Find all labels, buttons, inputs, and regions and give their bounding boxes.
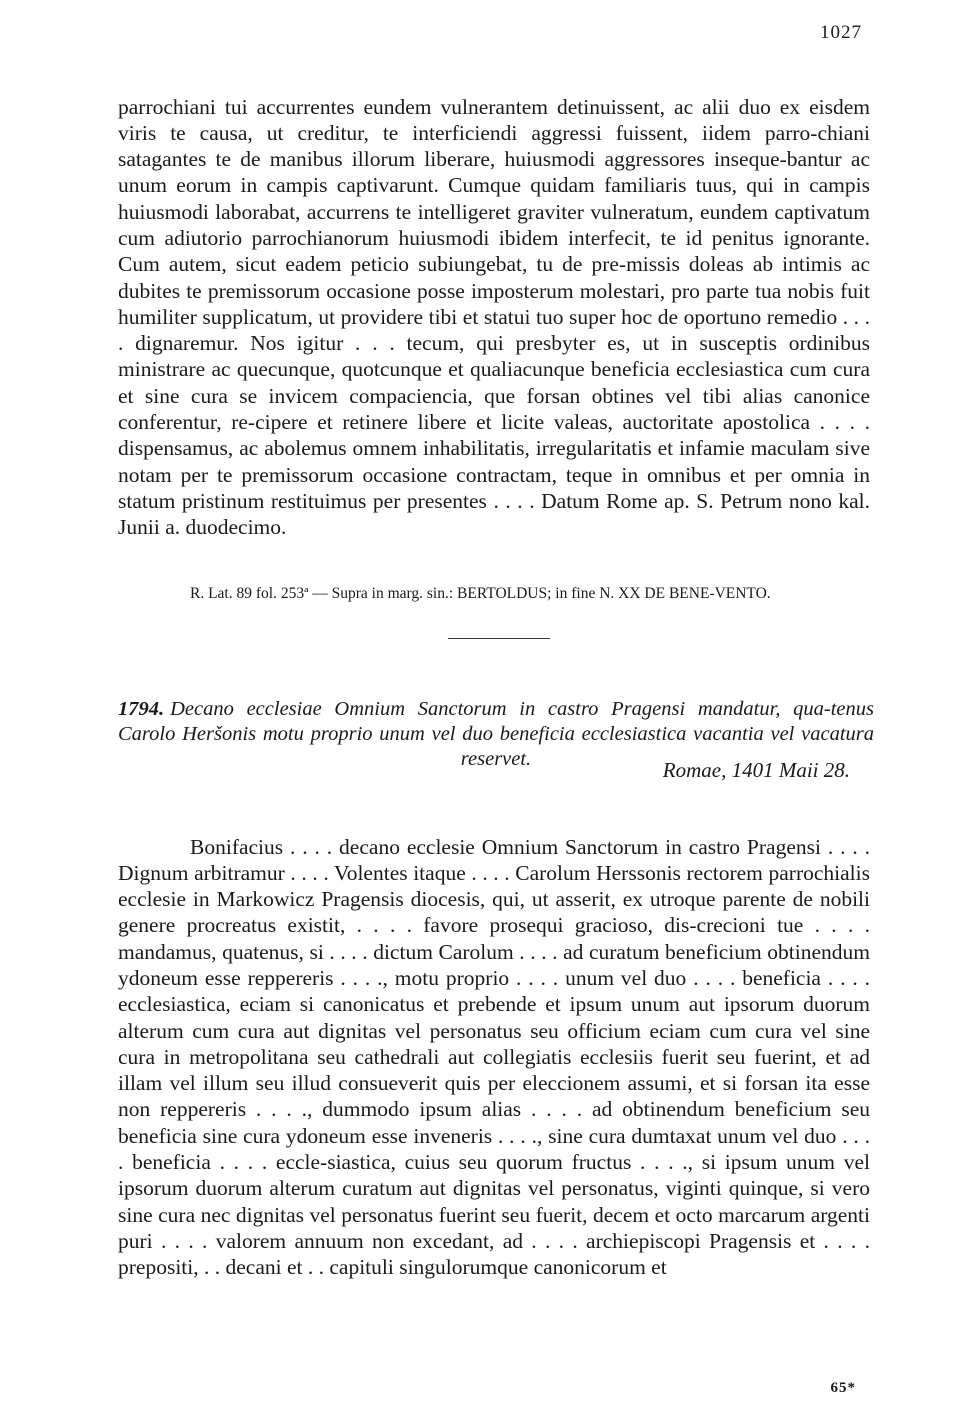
page-number: 1027 xyxy=(820,22,862,43)
entry-body: Bonifacius . . . . decano ecclesie Omnium Sanctorum in castro Pragensi . . . . Dignum arbitramur . . . . Volentes itaque . . . . Carolum Herssonis rectorem parrochialis ecclesie in Markowicz Pragensis diocesis, qui, ut asserit, ex utroque parente de nobili genere procreatus existit, . . . . favore prosequi gracioso, dis-crecioni tue . . . . mandamus, quatenus, si . . . . dictum Carolum . . . . ad curatum beneficium obtinendum ydoneum esse reppereris . . . ., motu proprio . . . . unum vel duo . . . . beneficia . . . . ecclesiastica, eciam si canonicatus et prebende et ipsum unum aut ipsorum duorum alterum cum cura aut dignitas vel personatus seu officium eciam cum cura vel sine cura in metropolitana seu cathedrali aut collegiatis ecclesiis fuerit seu fuerint, et ad illam vel illum seu illud consueverit quis per eleccionem assumi, et si forsan ita esse non reppereris . . . ., dummodo ipsum alias . . . . ad obtinendum beneficium seu beneficia sine cura ydoneum esse inveneris . . . ., sine cura dumtaxat unum vel duo . . . . beneficia . . . . eccle-siastica, cuius seu quorum fructus . . . ., si ipsum unum vel ipsorum duorum alterum curatum aut dignitas vel personatus, viginti quinque, si vero sine cura nec dignitas vel personatus fuerint seu fuerit, decem et octo marcarum argenti puri . . . . valorem annuum non excedant, ad . . . . archiepiscopi Pragensis et . . . . prepositi, . . decani et . . capituli singulorumque canonicorum et xyxy=(118,834,870,1280)
source-note: R. Lat. 89 fol. 253ª — Supra in marg. sin.: BERTOLDUS; in fine N. XX DE BENE-VENTO. xyxy=(190,584,771,602)
previous-entry-text: parrochiani tui accurrentes eundem vulnerantem detinuissent, ac alii duo ex eisdem viris te causa, ut creditur, te interficiendi aggressi fuissent, iidem parro-chiani satagantes te de manibus illorum liberare, huiusmodi aggressores inseque-bantur ac unum eorum in campis captivarunt. Cumque quidam familiaris tuus, qui in campis huiusmodi laborabat, accurrens te intelligeret graviter vulneratum, eundem captivatum cum adiutorio parrochianorum huiusmodi ibidem interfecit, te id penitus ignorante. Cum autem, sicut eadem peticio subiungebat, tu de pre-missis doleas ab intimis ac dubites te premissorum occasione posse imposterum molestari, pro parte tua nobis fuit humiliter supplicatum, ut providere tibi et statui tuo super hoc de oportuno remedio . . . . dignaremur. Nos igitur . . . tecum, qui presbyter es, ut in susceptis ordinibus ministrare ac quecunque, quotcunque et qualiacunque beneficia ecclesiastica cum cura et sine cura se invicem compaciencia, que forsan obtines vel tibi alias canonice conferentur, re-cipere et retinere libere et licite valeas, auctoritate apostolica . . . . dispensamus, ac abolemus omnem inhabilitatis, irregularitatis et infamie maculam sive notam per te premissorum occasione contractam, teque in omnibus et per omnia in statum pristinum restituimus per presentes . . . . Datum Rome ap. S. Petrum nono kal. Junii a. duodecimo. xyxy=(118,94,870,540)
entry-date: Romae, 1401 Maii 28. xyxy=(662,758,850,782)
entry-heading: Decano ecclesiae Omnium Sanctorum in castro Pragensi mandatur, qua-tenus Carolo Heršonis motu proprio unum vel duo beneficia ecclesiastica vacantia vel vacatura reservet. xyxy=(118,697,874,770)
section-divider xyxy=(448,638,550,639)
entry-number: 1794. xyxy=(118,697,165,720)
printer-signature: 65* xyxy=(830,1380,856,1396)
